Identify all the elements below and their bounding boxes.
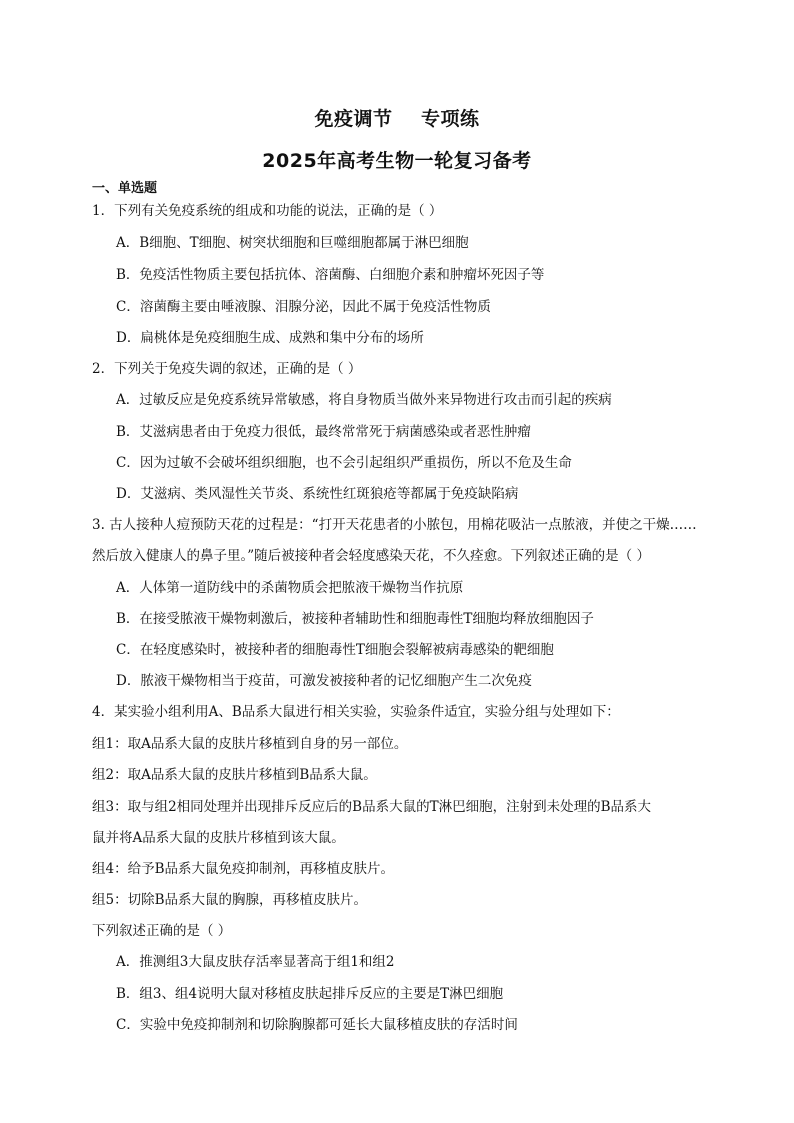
question-2-option-b: B．艾滋病患者由于免疫力很低，最终常常死于病菌感染或者恶性肿瘤 bbox=[116, 424, 531, 440]
question-4-group-5: 组5：切除B品系大鼠的胸腺，再移植皮肤片。 bbox=[92, 892, 368, 908]
question-3-stem-line-1: 3. 古人接种人痘预防天花的过程是：“打开天花患者的小脓包，用棉花吸沾一点脓液，并使之干燥…… bbox=[92, 517, 697, 533]
question-3-option-b: B．在接受脓液干燥物刺激后，被接种者辅助性和细胞毒性T细胞均释放细胞因子 bbox=[116, 611, 594, 627]
question-3-option-d: D．脓液干燥物相当于疫苗，可激发被接种者的记忆细胞产生二次免疫 bbox=[116, 673, 532, 689]
question-3-stem-line-2: 然后放入健康人的鼻子里。”随后被接种者会轻度感染天花，不久痊愈。下列叙述正确的是（ ） bbox=[92, 548, 650, 564]
question-4-group-4: 组4：给予B品系大鼠免疫抑制剂，再移植皮肤片。 bbox=[92, 861, 395, 877]
question-4-prompt: 下列叙述正确的是（ ） bbox=[92, 923, 232, 939]
question-1-option-c: C．溶菌酶主要由唾液腺、泪腺分泌，因此不属于免疫活性物质 bbox=[116, 299, 491, 315]
question-4-group-2: 组2：取A品系大鼠的皮肤片移植到B品系大鼠。 bbox=[92, 767, 377, 783]
question-2-option-a: A．过敏反应是免疫系统异常敏感，将自身物质当做外来异物进行攻击而引起的疾病 bbox=[116, 392, 612, 408]
question-4-option-b: B．组3、组4说明大鼠对移植皮肤起排斥反应的主要是T淋巴细胞 bbox=[116, 986, 504, 1002]
question-2-option-d: D．艾滋病、类风湿性关节炎、系统性红斑狼疮等都属于免疫缺陷病 bbox=[116, 486, 519, 502]
question-4-stem: 4．某实验小组利用A、B品系大鼠进行相关实验，实验条件适宜，实验分组与处理如下： bbox=[92, 704, 620, 720]
question-4-group-3-continued: 鼠并将A品系大鼠的皮肤片移植到该大鼠。 bbox=[92, 830, 345, 846]
question-4-option-a: A．推测组3大鼠皮肤存活率显著高于组1和组2 bbox=[116, 954, 395, 970]
question-3-option-c: C．在轻度感染时，被接种者的细胞毒性T细胞会裂解被病毒感染的靶细胞 bbox=[116, 642, 554, 658]
question-4-group-3: 组3：取与组2相同处理并出现排斥反应后的B品系大鼠的T淋巴细胞，注射到未处理的B品系大 bbox=[92, 799, 652, 815]
document-title: 免疫调节 专项练 bbox=[314, 108, 480, 130]
question-2-option-c: C．因为过敏不会破坏组织细胞，也不会引起组织严重损伤，所以不危及生命 bbox=[116, 455, 572, 471]
document-subtitle: 2025年高考生物一轮复习备考 bbox=[262, 150, 532, 172]
question-4-group-1: 组1：取A品系大鼠的皮肤片移植到自身的另一部位。 bbox=[92, 736, 408, 752]
question-1-option-d: D．扁桃体是免疫细胞生成、成熟和集中分布的场所 bbox=[116, 330, 424, 346]
question-3-option-a: A．人体第一道防线中的杀菌物质会把脓液干燥物当作抗原 bbox=[116, 580, 464, 596]
question-2-stem: 2．下列关于免疫失调的叙述，正确的是（ ） bbox=[92, 361, 362, 377]
question-1-option-a: A．B细胞、T细胞、树突状细胞和巨噬细胞都属于淋巴细胞 bbox=[116, 235, 469, 251]
question-4-option-c: C．实验中免疫抑制剂和切除胸腺都可延长大鼠移植皮肤的存活时间 bbox=[116, 1017, 518, 1033]
section-heading: 一、单选题 bbox=[92, 181, 158, 196]
question-1-stem: 1．下列有关免疫系统的组成和功能的说法，正确的是（ ） bbox=[92, 203, 443, 219]
question-1-option-b: B．免疫活性物质主要包括抗体、溶菌酶、白细胞介素和肿瘤坏死因子等 bbox=[116, 267, 545, 283]
